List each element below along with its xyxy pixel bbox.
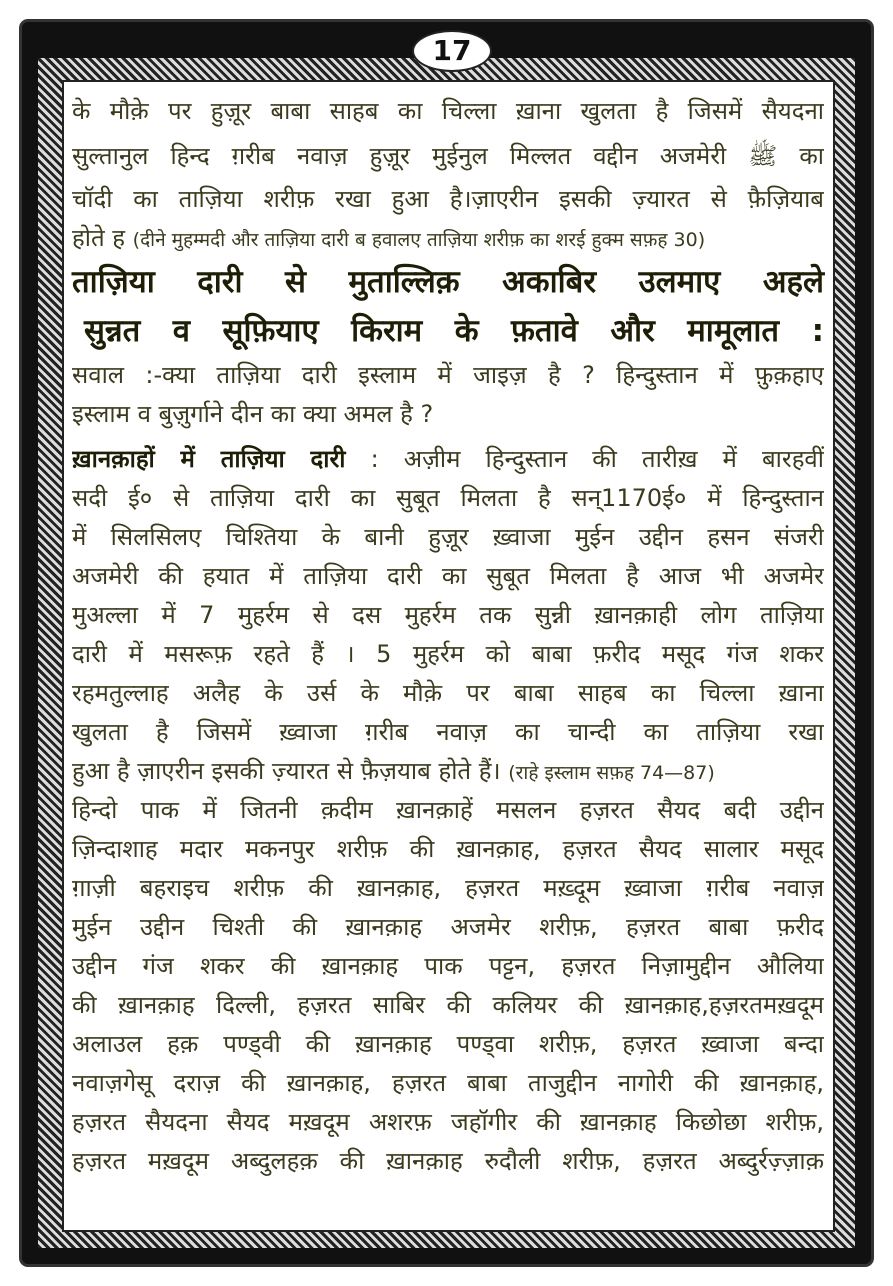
page-number: 17	[412, 30, 492, 72]
reference: (दीने मुहम्मदी और ताज़िया दारी ब हवालए ताज़िया शरीफ़ का शरई हुक्म सफ़ह 30)	[132, 229, 706, 251]
subheading: ख़ानक़ाहों में ताज़िया दारी	[72, 445, 346, 473]
text-fragment: : अज़ीम हिन्दुस्तान की तारीख़ में बारहवीं	[370, 445, 824, 473]
text-fragment: हुआ है ज़ाएरीन इसकी ज़्यारत से फ़ैज़याब होते हैं।	[72, 757, 501, 785]
text-fragment: होते ह	[72, 224, 126, 252]
text-line: ज़िन्दाशाह मदार मकनपुर शरीफ़ की ख़ानक़ाह, हज़रत सैयद सालार मसूद	[72, 835, 824, 863]
question-line: सवाल :-क्या ताज़िया दारी इस्लाम में जाइज़ है ? हिन्दुस्तान में फ़ुक़हाए	[72, 361, 824, 389]
text-line: उद्दीन गंज शकर की ख़ानक़ाह पाक पट्टन, हज़रत निज़ामुद्दीन औलिया	[72, 952, 824, 980]
text-line: चॉदी का ताज़िया शरीफ़ रखा हुआ है।ज़ाएरीन इसकी ज़्यारत से फ़ैज़ियाब	[72, 185, 824, 213]
text-line: अजमेरी की हयात में ताज़िया दारी का सुबूत मिलता है आज भी अजमेर	[72, 562, 824, 590]
text-line: ग़ाज़ी बहराइच शरीफ़ की ख़ानक़ाह, हज़रत मख़्दूम ख़्वाजा ग़रीब नवाज़	[72, 874, 824, 902]
text-line: रहमतुल्लाह अलैह के उर्स के मौक़े पर बाबा साहब का चिल्ला ख़ाना	[72, 679, 824, 707]
text-line: अलाउल हक़ पण्ड्वी की ख़ानक़ाह पण्ड्वा शरीफ़, हज़रत ख़्वाजा बन्दा	[72, 1030, 824, 1058]
text-line: हिन्दो पाक में जितनी क़दीम ख़ानक़ाहें मसलन हज़रत सैयद बदी उद्दीन	[72, 796, 824, 824]
text-line	[72, 752, 824, 791]
text-line: मुईन उद्दीन चिश्ती की ख़ानक़ाह अजमेर शरीफ़, हज़रत बाबा फ़रीद	[72, 913, 824, 941]
text-line	[72, 219, 824, 258]
section-heading: ताज़िया दारी से मुताल्लिक़ अकाबिर उलमाए अहले	[72, 264, 824, 300]
text-line: सदी ई० से ताज़िया दारी का सुबूत मिलता है सन्1170ई० में हिन्दुस्तान	[72, 484, 824, 512]
page-text	[72, 92, 824, 1181]
section-heading: सुन्नत व सूफ़ियाए किराम के फ़तावे और मामूलात :	[84, 313, 824, 349]
text-line: में सिलसिलए चिश्तिया के बानी हुज़ूर ख़्वाजा मुईन उद्दीन हसन संजरी	[72, 523, 824, 551]
text-line: सुल्तानुल हिन्द ग़रीब नवाज़ हुज़ूर मुईनुल मिल्लत वद्दीन अजमेरी ﷺ का	[72, 142, 824, 170]
text-line: हज़रत मख़दूम अब्दुलहक़ की ख़ानक़ाह रुदौली शरीफ़, हज़रत अब्दुर्रज़्ज़ाक़	[72, 1147, 824, 1175]
text-line	[72, 440, 824, 479]
text-line: नवाज़गेसू दराज़ की ख़ानक़ाह, हज़रत बाबा ताजुद्दीन नागोरी की ख़ानक़ाह,	[72, 1069, 824, 1097]
text-line: हज़रत सैयदना सैयद मख़दूम अशरफ़ जहॉगीर की ख़ानक़ाह किछोछा शरीफ़,	[72, 1108, 824, 1136]
text-line: मुअल्ला में 7 मुहर्रम से दस मुहर्रम तक सुन्नी ख़ानक़ाही लोग ताज़िया	[72, 601, 824, 629]
text-line: की ख़ानक़ाह दिल्ली, हज़रत साबिर की कलियर की ख़ानक़ाह,हज़रतमख़दूम	[72, 991, 824, 1019]
question-line: इस्लाम व बुज़ुर्गाने दीन का क्या अमल है ?	[72, 400, 434, 428]
text-line: खुलता है जिसमें ख़्वाजा ग़रीब नवाज़ का चान्दी का ताज़िया रखा	[72, 718, 824, 746]
text-line: दारी में मसरूफ़ रहते हैं । 5 मुहर्रम को बाबा फ़रीद मसूद गंज शकर	[72, 640, 824, 668]
reference: (राहे इस्लाम सफ़ह 74—87)	[508, 762, 715, 784]
text-line: के मौक़े पर हुज़ूर बाबा साहब का चिल्ला ख़ाना खुलता है जिसमें सैयदना	[72, 97, 824, 125]
